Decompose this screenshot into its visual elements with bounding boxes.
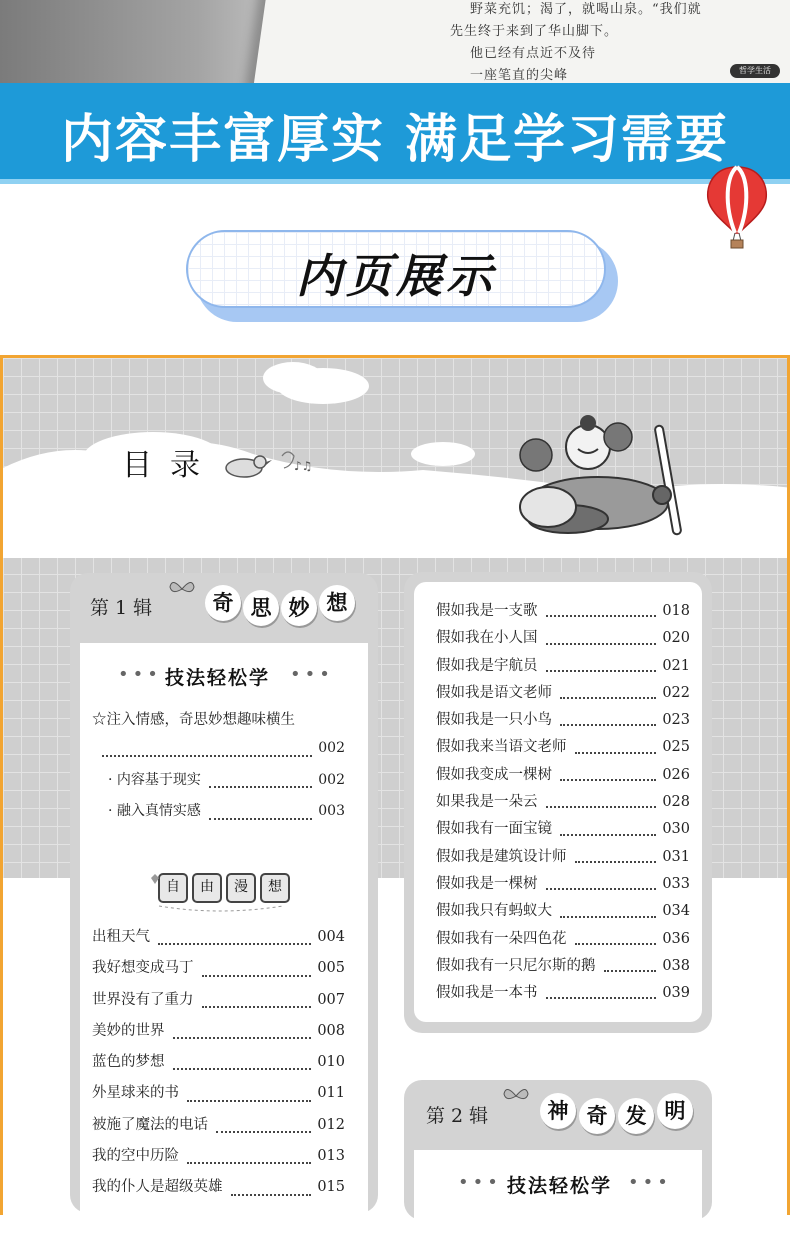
book-photo bbox=[0, 0, 790, 86]
toc-row[interactable]: 假如我只有蚂蚁大 034 bbox=[436, 898, 690, 925]
chapter-char: 想 bbox=[319, 585, 355, 621]
chapter-char: 神 bbox=[540, 1093, 576, 1129]
hot-air-balloon-icon bbox=[702, 165, 772, 250]
photo-text-line: 野菜充饥；渴了，就喝山泉。“我们就 bbox=[470, 2, 702, 17]
badge-char: 自 bbox=[158, 873, 188, 903]
banner-title: 内容丰富厚实 满足学习需要 bbox=[60, 110, 730, 170]
butterfly-icon bbox=[168, 575, 196, 603]
toc-list-chapter-1 bbox=[92, 922, 345, 1204]
chapter-char: 奇 bbox=[205, 585, 241, 621]
toc-row[interactable]: 假如我是一支歌 018 bbox=[436, 598, 690, 625]
toc-row[interactable]: 蓝色的梦想 010 bbox=[92, 1047, 345, 1078]
chapter-char: 发 bbox=[618, 1098, 654, 1134]
badge-decoration bbox=[145, 866, 295, 916]
toc-row[interactable]: 假如我变成一棵树 026 bbox=[436, 762, 690, 789]
toc-row[interactable]: · 融入真情实感 003 bbox=[102, 796, 345, 828]
toc-row[interactable]: 假如我是一本书 039 bbox=[436, 980, 690, 1007]
toc-intro-list bbox=[102, 733, 345, 828]
toc-row[interactable]: 美妙的世界 008 bbox=[92, 1016, 345, 1047]
toc-list-continued bbox=[436, 598, 690, 1007]
banner bbox=[0, 83, 790, 184]
dots-decoration: ••• bbox=[118, 664, 162, 685]
toc-row[interactable]: 假如我有一面宝镜 030 bbox=[436, 816, 690, 843]
toc-row[interactable]: 假如我有一只尼尔斯的鹅 038 bbox=[436, 953, 690, 980]
photo-text-line: 他已经有点近不及待 bbox=[470, 46, 597, 61]
toc-row[interactable]: 外星球来的书 011 bbox=[92, 1078, 345, 1109]
toc-row[interactable]: 我的仆人是超级英雄 015 bbox=[92, 1172, 345, 1203]
toc-row[interactable]: 假如我是一棵树 033 bbox=[436, 871, 690, 898]
section-pill-title: 内页展示 bbox=[296, 249, 496, 303]
dots-decoration: ••• bbox=[458, 1172, 502, 1193]
toc-row[interactable]: 我好想变成马丁 005 bbox=[92, 953, 345, 984]
photo-tag: 哲学生活 bbox=[730, 64, 780, 78]
badge-char: 由 bbox=[192, 873, 222, 903]
chapter-char: 明 bbox=[657, 1093, 693, 1129]
chapter-char: 奇 bbox=[579, 1098, 615, 1134]
toc-row[interactable]: 假如我在小人国 020 bbox=[436, 625, 690, 652]
toc-row[interactable]: 002 bbox=[102, 733, 345, 765]
toc-title: 目录 bbox=[122, 448, 218, 483]
toc-row[interactable]: 假如我是语文老师 022 bbox=[436, 680, 690, 707]
bird-icon bbox=[222, 448, 322, 488]
photo-text-line: 先生终于来到了华山脚下。 bbox=[450, 24, 619, 39]
chapter-char: 妙 bbox=[281, 590, 317, 626]
badge-char: 漫 bbox=[226, 873, 256, 903]
toc-row[interactable]: 假如我是建筑设计师 031 bbox=[436, 844, 690, 871]
girl-plane-illustration bbox=[508, 415, 698, 545]
butterfly-icon bbox=[502, 1082, 530, 1110]
chapter-char: 思 bbox=[243, 590, 279, 626]
badge-char: 想 bbox=[260, 873, 290, 903]
toc-row[interactable]: 世界没有了重力 007 bbox=[92, 985, 345, 1016]
toc-row[interactable]: 假如我是宇航员 021 bbox=[436, 653, 690, 680]
chapter-2-label: 第 2 辑 bbox=[426, 1105, 489, 1127]
section-heading: 技法轻松学 bbox=[507, 1175, 613, 1197]
toc-intro bbox=[92, 705, 350, 735]
toc-row[interactable]: 假如我是一只小鸟 023 bbox=[436, 707, 690, 734]
toc-row[interactable]: 出租天气 004 bbox=[92, 922, 345, 953]
toc-row[interactable]: 如果我是一朵云 028 bbox=[436, 789, 690, 816]
toc-row[interactable]: 假如我来当语文老师 025 bbox=[436, 734, 690, 761]
toc-row[interactable]: 我的空中历险 013 bbox=[92, 1141, 345, 1172]
dots-decoration: ••• bbox=[290, 664, 334, 685]
toc-row[interactable]: · 内容基于现实 002 bbox=[102, 765, 345, 797]
dots-decoration: ••• bbox=[628, 1172, 672, 1193]
intro-text: ☆注入情感，奇思妙想趣味横生 bbox=[92, 712, 295, 728]
section-heading: 技法轻松学 bbox=[165, 667, 271, 689]
chapter-1-label: 第 1 辑 bbox=[90, 597, 153, 619]
toc-row[interactable]: 假如我有一朵四色花 036 bbox=[436, 926, 690, 953]
svg-text:♪♫: ♪♫ bbox=[294, 459, 313, 473]
photo-text-line: 一座笔直的尖峰 bbox=[470, 68, 569, 83]
toc-row[interactable]: 被施了魔法的电话 012 bbox=[92, 1110, 345, 1141]
